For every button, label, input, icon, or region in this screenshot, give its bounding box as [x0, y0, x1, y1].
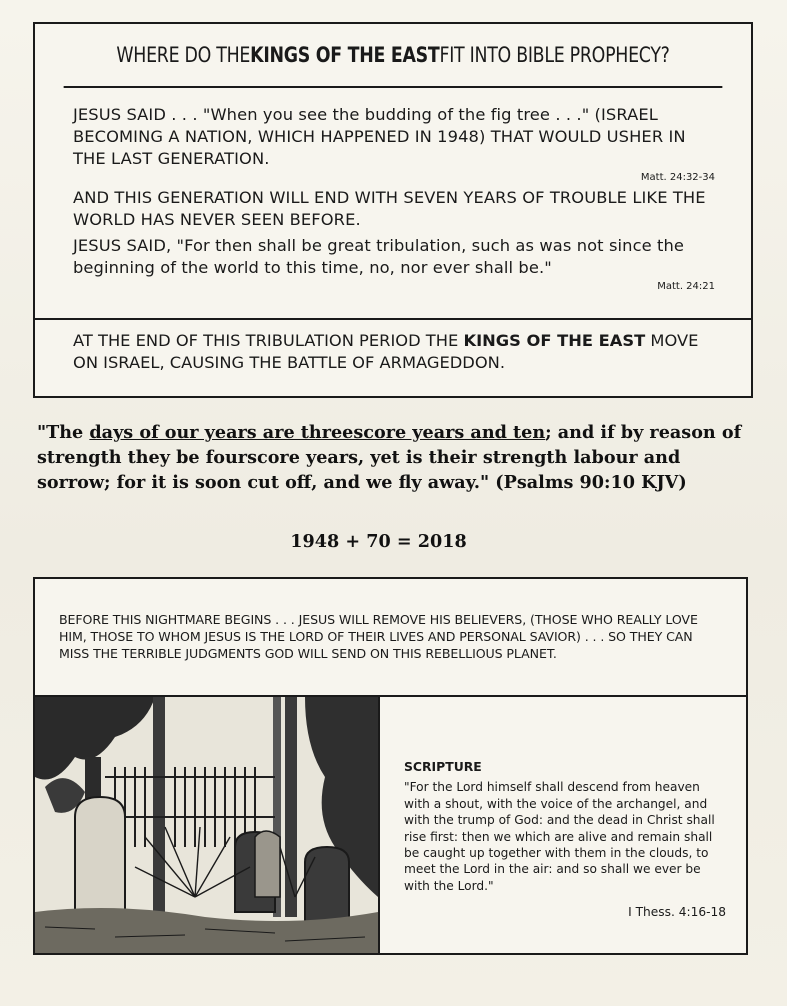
psalm-underlined: days of our years are threescore years and ten	[89, 422, 546, 443]
paragraph-great-tribulation: JESUS SAID, "For then shall be great tribulation, such as was not since the beginning of the world to this time, no, nor ever shall be."	[73, 236, 685, 277]
graveyard-drawing	[35, 697, 378, 953]
prophecy-footer	[35, 320, 751, 374]
prophecy-title	[64, 24, 723, 88]
scripture-reference: I Thess. 4:16-18	[628, 905, 726, 920]
prophecy-body	[35, 88, 751, 320]
title-bold: KINGS OF THE EAST	[250, 43, 440, 67]
footer-bold: KINGS OF THE EAST	[463, 331, 646, 350]
title-prefix: WHERE DO THE	[116, 43, 251, 67]
rapture-box	[33, 577, 748, 955]
scripture-text: "For the Lord himself shall descend from heaven with a shout, with the voice of the archangel, and with the trump of God: and the dead in Christ shall rise first: then we which are alive and remain shall be caught up together with them in the clouds, to meet the Lord in the air: and so shall we ever be with the Lord."	[404, 780, 715, 893]
psalm-open: "The	[37, 422, 90, 443]
footer-prefix: AT THE END OF THIS TRIBULATION PERIOD THE	[73, 331, 464, 350]
paragraph-fig-tree: JESUS SAID . . . "When you see the budding of the fig tree . . ." (ISRAEL BECOMING A NATION, WHICH HAPPENED IN 1948) THAT WOULD USHER IN THE LAST GENERATION.	[73, 105, 686, 168]
scripture-title: SCRIPTURE	[404, 759, 482, 774]
reference-matt-24-32: Matt. 24:32-34	[640, 172, 715, 183]
psalm-quote	[37, 420, 757, 495]
prophecy-box	[33, 22, 753, 398]
rapture-body	[35, 697, 746, 953]
equation: 1948 + 70 = 2018	[290, 531, 467, 552]
graveyard-illustration	[35, 697, 380, 953]
scripture-block	[380, 697, 746, 953]
reference-matt-24-21: Matt. 24:21	[657, 281, 715, 292]
psalm-rest: ; and if by reason of strength they be fourscore years, yet is their strength labour and sorrow; for it is soon cut off, and we fly away." (Psalms 90:10 KJV)	[37, 422, 742, 493]
paragraph-seven-years: AND THIS GENERATION WILL END WITH SEVEN YEARS OF TROUBLE LIKE THE WORLD HAS NEVER SEEN BEFORE.	[73, 188, 706, 229]
rapture-header: BEFORE THIS NIGHTMARE BEGINS . . . JESUS WILL REMOVE HIS BELIEVERS, (THOSE WHO REALLY LOVE HIM, THOSE TO WHOM JESUS IS THE LORD OF THEIR LIVES AND PERSONAL SAVIOR) . . . SO THEY CAN MISS THE TERRIBLE JUDGMENTS GOD WILL SEND ON THIS REBELLIOUS PLANET.	[35, 579, 746, 697]
title-suffix: FIT INTO BIBLE PROPHECY?	[439, 43, 670, 67]
footer-suffix: MOVE ON ISRAEL, CAUSING THE BATTLE OF ARMAGEDDON.	[73, 331, 699, 372]
